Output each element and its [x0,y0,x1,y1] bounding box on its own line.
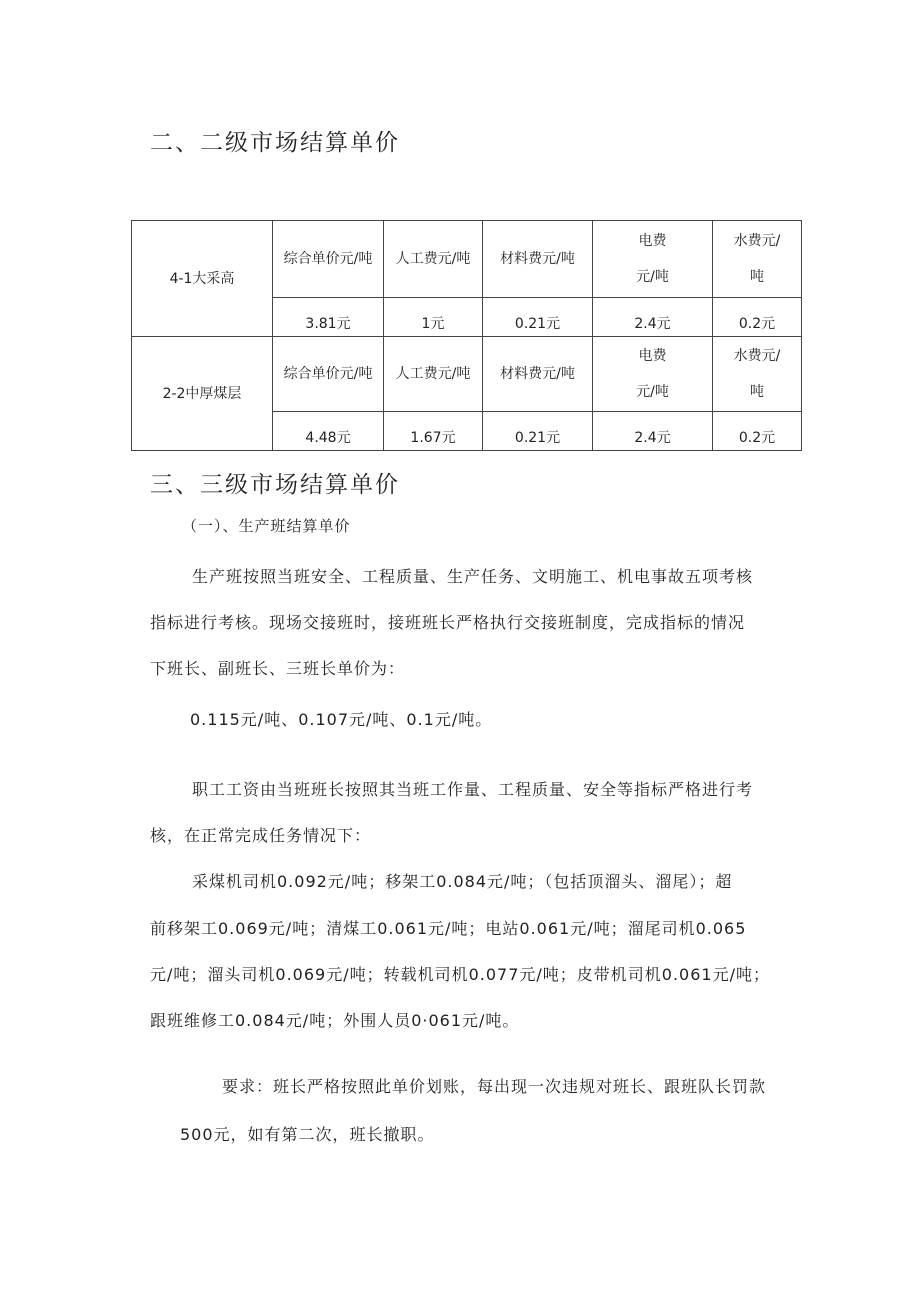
value-cell: 0.2元 [713,412,802,451]
header-cell: 材料费元/吨 [483,221,593,298]
requirement-line: 要求：班长严格按照此单价划账，每出现一次违规对班长、跟班队长罚款 [222,1077,767,1096]
rates-line: 0.115元/吨、0.107元/吨、0.1元/吨。 [190,710,493,729]
value-cell: 3.81元 [273,298,384,337]
header-cell: 人工费元/吨 [384,221,483,298]
value-cell: 1元 [384,298,483,337]
header-cell: 水费元/吨 [713,337,802,412]
paragraph-line: 生产班按照当班安全、工程质量、生产任务、文明施工、机电事故五项考核 [192,567,754,586]
value-cell: 4.48元 [273,412,384,451]
value-cell: 2.4元 [593,298,713,337]
value-cell: 0.21元 [483,298,593,337]
paragraph-line: 元/吨；溜头司机0.069元/吨；转载机司机0.077元/吨；皮带机司机0.061元/吨； [150,965,770,984]
header-cell: 水费元/吨 [713,221,802,298]
header-cell: 材料费元/吨 [483,337,593,412]
table-row [132,221,802,298]
paragraph-line: 跟班维修工0.084元/吨；外围人员0·061元/吨。 [150,1011,520,1030]
paragraph-line: 前移架工0.069元/吨；清煤工0.061元/吨；电站0.061元/吨；溜尾司机0.065 [150,919,747,938]
paragraph-line: 指标进行考核。现场交接班时，接班班长严格执行交接班制度，完成指标的情况 [150,613,746,632]
header-cell: 综合单价元/吨 [273,337,384,412]
value-cell: 0.2元 [713,298,802,337]
header-cell: 综合单价元/吨 [273,221,384,298]
header-cell: 电费元/吨 [593,221,713,298]
value-cell: 0.21元 [483,412,593,451]
table-row [132,337,802,412]
paragraph-line: 下班长、副班长、三班长单价为： [150,659,406,678]
paragraph-line: 核，在正常完成任务情况下： [150,826,372,845]
requirement-line: 500元，如有第二次，班长撤职。 [180,1125,435,1144]
row-name-cell: 4-1大采高 [132,221,273,337]
subsection-title: （一）、生产班结算单价 [182,517,351,535]
value-cell: 2.4元 [593,412,713,451]
paragraph-line: 职工工资由当班班长按照其当班工作量、工程质量、安全等指标严格进行考 [192,780,754,799]
value-cell: 1.67元 [384,412,483,451]
header-cell: 人工费元/吨 [384,337,483,412]
section-title-level3: 三、三级市场结算单价 [150,472,400,498]
paragraph-line: 采煤机司机0.092元/吨；移架工0.084元/吨；（包括顶溜头、溜尾）；超 [192,872,733,891]
section-title-level2: 二、二级市场结算单价 [150,130,400,156]
row-name-cell: 2-2中厚煤层 [132,337,273,451]
header-cell: 电费元/吨 [593,337,713,412]
settlement-price-table [131,220,802,451]
